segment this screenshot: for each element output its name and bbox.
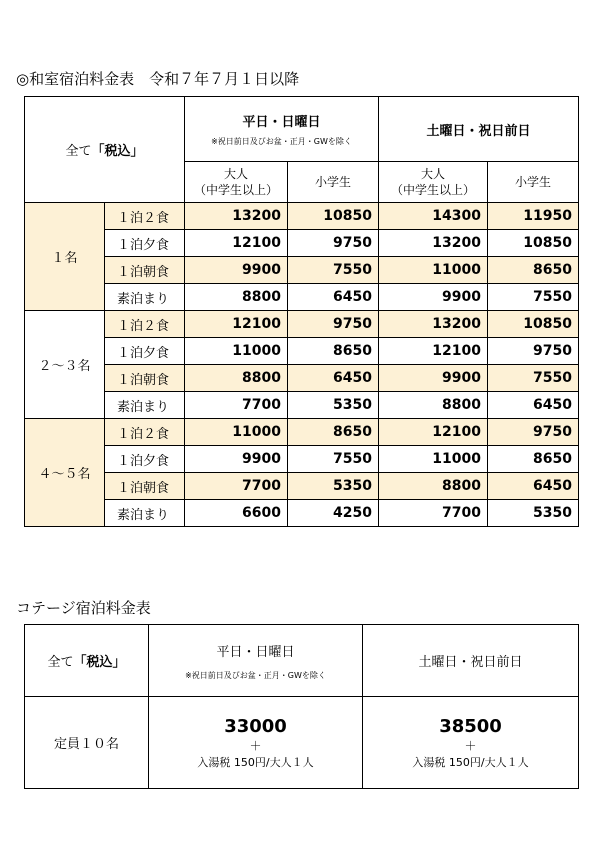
price-hd-child: 10850 xyxy=(488,230,579,257)
price-wd-child: 9750 xyxy=(288,230,379,257)
plus-sign: ＋ xyxy=(249,738,262,753)
price-wd-child: 6450 xyxy=(288,365,379,392)
cottage-capacity: 定員１０名 xyxy=(25,697,149,789)
weekday-note: ※祝日前日及びお盆・正月・GWを除く xyxy=(211,137,352,146)
adult-line2: （中学生以上） xyxy=(193,183,278,197)
table-row xyxy=(25,500,579,527)
holiday-label: 土曜日・祝日前日 xyxy=(426,123,531,139)
price-hd-child: 9750 xyxy=(488,419,579,446)
table-row xyxy=(25,473,579,500)
cottage-all-tax-label xyxy=(25,625,149,697)
price-wd-child: 5350 xyxy=(288,473,379,500)
price-wd-adult: 9900 xyxy=(185,257,288,284)
price-hd-adult: 11000 xyxy=(379,446,488,473)
price-hd-child: 6450 xyxy=(488,392,579,419)
all-tax-bold: 「税込」 xyxy=(91,144,144,159)
price-hd-adult: 9900 xyxy=(379,284,488,311)
price-wd-child: 10850 xyxy=(288,203,379,230)
price-hd-adult: 9900 xyxy=(379,365,488,392)
price-hd-child: 7550 xyxy=(488,365,579,392)
table-row xyxy=(25,392,579,419)
table-row xyxy=(25,446,579,473)
all-tax-prefix: 全て xyxy=(47,655,74,670)
all-tax-label xyxy=(25,97,185,203)
meal-plan: １泊２食 xyxy=(105,419,185,446)
group-label: ２～３名 xyxy=(25,311,105,419)
holiday-child-header: 小学生 xyxy=(488,162,579,203)
meal-plan: １泊朝食 xyxy=(105,473,185,500)
price-wd-child: 7550 xyxy=(288,446,379,473)
group-label: ４～５名 xyxy=(25,419,105,527)
cottage-weekday-note: ※祝日前日及びお盆・正月・GWを除く xyxy=(185,670,326,680)
meal-plan: １泊夕食 xyxy=(105,338,185,365)
holiday-header xyxy=(379,97,579,162)
table-row xyxy=(25,257,579,284)
price-wd-child: 8650 xyxy=(288,419,379,446)
plus-sign: ＋ xyxy=(464,738,477,753)
meal-plan: １泊２食 xyxy=(105,311,185,338)
price-hd-adult: 11000 xyxy=(379,257,488,284)
price-wd-child: 9750 xyxy=(288,311,379,338)
adult-line1: 大人 xyxy=(420,167,445,181)
table-row xyxy=(25,311,579,338)
price-hd-child: 6450 xyxy=(488,473,579,500)
price-wd-child: 5350 xyxy=(288,392,379,419)
meal-plan: １泊朝食 xyxy=(105,365,185,392)
meal-plan: 素泊まり xyxy=(105,392,185,419)
price-hd-child: 8650 xyxy=(488,257,579,284)
cottage-holiday-header: 土曜日・祝日前日 xyxy=(363,625,579,697)
weekday-header xyxy=(185,97,379,162)
meal-plan: １泊２食 xyxy=(105,203,185,230)
adult-line2: （中学生以上） xyxy=(390,183,475,197)
group-label: １名 xyxy=(25,203,105,311)
price-wd-adult: 11000 xyxy=(185,419,288,446)
price-wd-adult: 12100 xyxy=(185,311,288,338)
price-wd-child: 7550 xyxy=(288,257,379,284)
bath-tax-note: 入湯税 150円/大人１人 xyxy=(197,755,314,769)
price-hd-adult: 8800 xyxy=(379,392,488,419)
price-hd-child: 11950 xyxy=(488,203,579,230)
holiday-adult-header xyxy=(379,162,488,203)
cottage-holiday-price: 38500 xyxy=(439,715,502,737)
price-wd-adult: 8800 xyxy=(185,284,288,311)
cottage-weekday-price: 33000 xyxy=(224,715,287,737)
weekday-adult-header xyxy=(185,162,288,203)
price-hd-adult: 7700 xyxy=(379,500,488,527)
price-wd-adult: 11000 xyxy=(185,338,288,365)
table-row xyxy=(25,365,579,392)
price-hd-adult: 8800 xyxy=(379,473,488,500)
meal-plan: １泊夕食 xyxy=(105,230,185,257)
price-hd-child: 7550 xyxy=(488,284,579,311)
cottage-price-table xyxy=(24,624,579,789)
price-hd-child: 8650 xyxy=(488,446,579,473)
price-wd-child: 4250 xyxy=(288,500,379,527)
bath-tax-note: 入湯税 150円/大人１人 xyxy=(412,755,529,769)
price-hd-child: 5350 xyxy=(488,500,579,527)
meal-plan: 素泊まり xyxy=(105,284,185,311)
price-hd-adult: 12100 xyxy=(379,338,488,365)
price-wd-adult: 6600 xyxy=(185,500,288,527)
meal-plan: 素泊まり xyxy=(105,500,185,527)
price-hd-adult: 14300 xyxy=(379,203,488,230)
cottage-weekday-header xyxy=(149,625,363,697)
price-hd-adult: 13200 xyxy=(379,311,488,338)
washitsu-title: ◎和室宿泊料金表 令和７年７月１日以降 xyxy=(16,70,300,88)
price-hd-child: 10850 xyxy=(488,311,579,338)
table-row xyxy=(25,230,579,257)
price-wd-adult: 7700 xyxy=(185,392,288,419)
table-row xyxy=(25,284,579,311)
table-row xyxy=(25,203,579,230)
price-hd-child: 9750 xyxy=(488,338,579,365)
cottage-title: コテージ宿泊料金表 xyxy=(16,599,151,617)
price-hd-adult: 12100 xyxy=(379,419,488,446)
washitsu-price-table xyxy=(24,96,579,527)
table-row xyxy=(25,419,579,446)
meal-plan: １泊夕食 xyxy=(105,446,185,473)
weekday-child-header: 小学生 xyxy=(288,162,379,203)
meal-plan: １泊朝食 xyxy=(105,257,185,284)
cottage-weekday-price-cell xyxy=(149,697,363,789)
price-wd-adult: 9900 xyxy=(185,446,288,473)
price-wd-child: 8650 xyxy=(288,338,379,365)
all-tax-bold: 「税込」 xyxy=(73,655,126,670)
cottage-weekday-label: 平日・日曜日 xyxy=(216,644,295,660)
price-wd-adult: 13200 xyxy=(185,203,288,230)
price-wd-child: 6450 xyxy=(288,284,379,311)
table-row xyxy=(25,338,579,365)
price-hd-adult: 13200 xyxy=(379,230,488,257)
all-tax-prefix: 全て xyxy=(65,144,92,159)
price-wd-adult: 7700 xyxy=(185,473,288,500)
adult-line1: 大人 xyxy=(223,167,248,181)
weekday-label: 平日・日曜日 xyxy=(242,115,321,130)
cottage-holiday-price-cell xyxy=(363,697,579,789)
price-wd-adult: 8800 xyxy=(185,365,288,392)
price-wd-adult: 12100 xyxy=(185,230,288,257)
